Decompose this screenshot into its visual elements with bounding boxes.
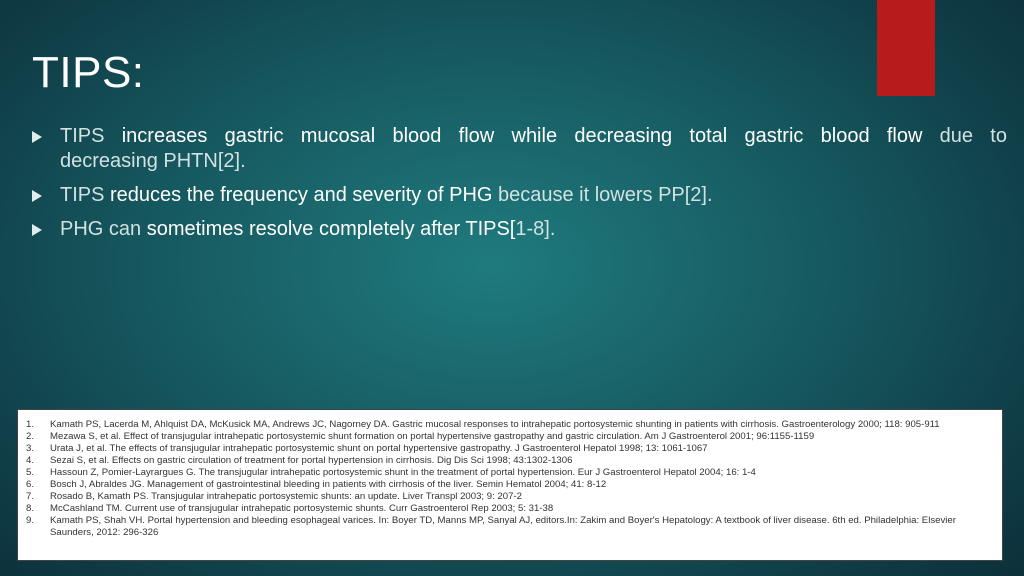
reference-text: Urata J, et al. The effects of transjugular intrahepatic portosystemic shunt on portal hypertensive gastropathy. J Gastroenterol Hepatol 1998; 13: 1061-1067 [50,443,708,454]
red-accent-tab [877,0,935,96]
bullet-item [32,183,1007,208]
references-box [17,409,1003,561]
reference-item [26,431,992,443]
bullet-arrow-icon [32,224,42,236]
bullet-text: TIPS [60,184,111,206]
reference-item [26,491,992,503]
bullet-highlight: reduces the frequency and severity of PHG [110,184,493,206]
bullet-continuation: decreasing PHTN[2]. [60,150,246,172]
bullet-item [32,124,1007,174]
bullet-text: PHG can [60,218,147,240]
reference-number: 7. [26,491,35,502]
bullet-highlight: sometimes resolve completely after TIPS[ [146,218,516,240]
reference-number: 8. [26,503,35,514]
reference-text: McCashland TM. Current use of transjugular intrahepatic portosystemic shunts. Curr Gastroenterol Rep 2003; 5: 31-38 [50,503,554,514]
bullet-arrow-icon [32,131,42,143]
reference-item [26,419,992,431]
bullet-arrow-icon [32,190,42,202]
reference-number: 9. [26,515,35,526]
reference-item [26,503,992,515]
reference-item [26,443,992,455]
reference-number: 5. [26,467,35,478]
reference-item [26,479,992,491]
reference-text: Kamath PS, Lacerda M, Ahlquist DA, McKusick MA, Andrews JC, Nagorney DA. Gastric mucosal responses to intrahepatic portosystemic shunting in patients with cirrhosis. Gastroenterology 2000; 118: 905-911 [50,419,940,430]
bullet-item [32,217,1007,242]
bullet-text: due to [922,125,1007,147]
reference-number: 3. [26,443,35,454]
reference-text: Kamath PS, Shah VH. Portal hypertension and bleeding esophageal varices. In: Boyer TD, Manns MP, Sanyal AJ, editors.In: Zakim and Boyer's Hepatology: A textbook of liver disease. 6th ed. Philadelphia: Elsevier Saunders, 2012: 296-326 [50,515,956,538]
reference-item [26,455,992,467]
reference-text: Sezai S, et al. Effects on gastric circulation of treatment for portal hypertension in cirrhosis. Dig Dis Sci 1998; 43:1302-1306 [50,455,573,466]
reference-list [26,419,992,539]
reference-text: Rosado B, Kamath PS. Transjugular intrahepatic portosystemic shunts: an update. Liver Transpl 2003; 9: 207-2 [50,491,522,502]
bullet-list [32,124,1007,251]
reference-number: 4. [26,455,35,466]
reference-number: 1. [26,419,35,430]
bullet-highlight: increases gastric mucosal blood flow while decreasing total gastric blood flow [121,125,923,147]
reference-number: 6. [26,479,35,490]
reference-number: 2. [26,431,35,442]
bullet-text: because it lowers PP[2]. [492,184,713,206]
bullet-text: 1-8]. [515,218,556,240]
reference-text: Hassoun Z, Pomier-Layrargues G. The transjugular intrahepatic portosystemic shunt in the treatment of portal hypertension. Eur J Gastroenterol Hepatol 2004; 16: 1-4 [50,467,756,478]
reference-item [26,467,992,479]
bullet-text: TIPS [60,125,122,147]
reference-text: Mezawa S, et al. Effect of transjugular intrahepatic portosystemic shunt formation on portal hypertensive gastropathy and gastric circulation. Am J Gastroenterol 2001; 96:1155-1159 [50,431,815,442]
reference-item [26,515,992,539]
slide-title: TIPS: [32,48,145,97]
reference-text: Bosch J, Abraldes JG. Management of gastrointestinal bleeding in patients with cirrhosis of the liver. Semin Hematol 2004; 41: 8-12 [50,479,607,490]
